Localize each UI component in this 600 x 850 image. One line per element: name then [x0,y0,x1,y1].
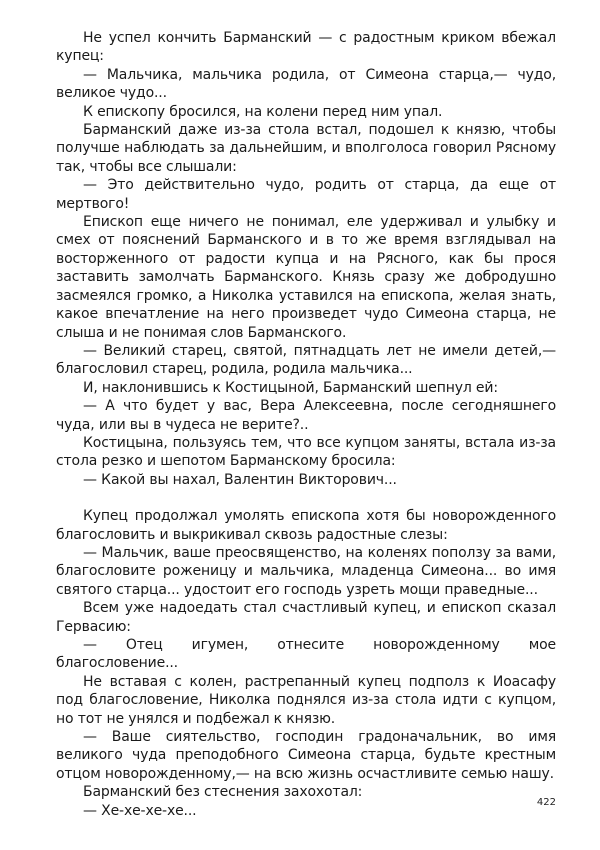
paragraph: — Мальчика, мальчика родила, от Симеона старца,— чудо, великое чудо... [56,66,556,102]
section-gap [56,489,556,507]
paragraph: Не успел кончить Барманский — с радостным криком вбежал купец: [56,30,556,65]
paragraph: И, наклонившись к Костицыной, Барманский шепнул ей: [83,379,498,396]
paragraph: Костицына, пользуясь тем, что все купцом заняты, встала из-за стола резко и шепотом Барманскому бросила: [56,434,556,470]
paragraph: — Это действительно чудо, родить от старца, да еще от мертвого! [56,177,556,212]
paragraph: — Отец игумен, отнесите новорожденному мое благословение... [56,637,556,672]
paragraph: Всем уже надоедать стал счастливый купец, и епископ сказал Гервасию: [56,600,556,635]
paragraph: — Ваше сиятельство, господин градоначальник, во имя великого чуда преподобного Симеона старца, будьте крестным отцом новорожденному,— на всю жизнь осчастливите семью нашу. [56,729,556,782]
paragraph: — Мальчик, ваше преосвященство, на коленях поползу за вами, благословите роженицу и мальчика, младенца Симеона... во имя святого старца... удостоит его господь узреть мощи праведные... [56,544,556,598]
page-body [56,29,556,820]
paragraph: Епископ еще ничего не понимал, еле удерживал и улыбку и смех от пояснений Барманского и в то же время взглядывал на восторженного от радости купца и на Рясного, как бы прося заставить замолчать Барманского. Князь сразу же добродушно засмеялся громко, а Николка уставился на епископа, желая знать, какое впечатление на него произведет чудо Симеона старца, не слыша и не понимая слов Барманского. [56,214,556,341]
paragraph: К епископу бросился, на колени перед ним упал. [83,103,443,120]
paragraph: Не вставая с колен, растрепанный купец подполз к Иоасафу под благословение, Николка поднялся из-за стола идти с купцом, но тот не унялся и подбежал к князю. [56,673,556,727]
paragraph: Купец продолжал умолять епископа хотя бы новорожденного благословить и выкрикивал сквозь радостные слезы: [56,508,556,543]
paragraph: Барманский без стеснения захохотал: [83,784,363,801]
paragraph: — Хе-хе-хе-хе... [83,802,197,819]
paragraph: — А что будет у вас, Вера Алексеевна, после сегодняшнего чуда, или вы в чудеса не верите?.. [56,398,556,433]
paragraph: Барманский даже из-за стола встал, подошел к князю, чтобы получше наблюдать за дальнейшим, и вполголоса говорил Рясному так, чтобы все слышали: [56,122,556,175]
paragraph: — Великий старец, святой, пятнадцать лет не имели детей,— благословил старец, родила, родила мальчика... [56,342,556,378]
paragraph: — Какой вы нахал, Валентин Викторович... [83,471,397,488]
page-number: 422 [536,797,556,808]
